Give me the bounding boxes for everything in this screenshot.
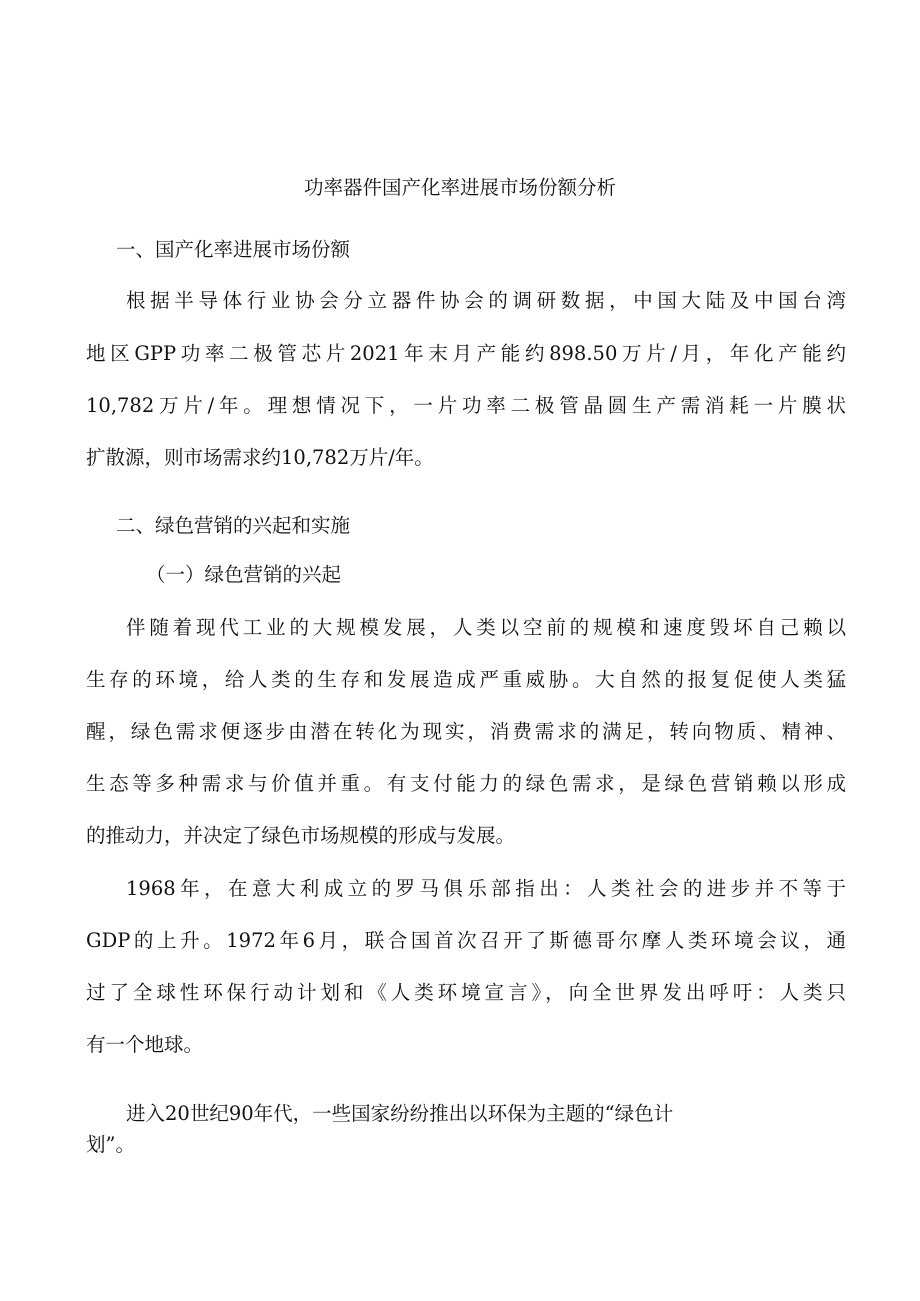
paragraph-line: 根据半导体行业协会分立器件协会的调研数据，中国大陆及中国台湾 [126, 289, 846, 312]
paragraph-line: 生存的环境，给人类的生存和发展造成严重威胁。大自然的报复促使人类猛 [86, 668, 846, 691]
paragraph-line: 地区GPP功率二极管芯片2021年末月产能约898.50万片/月，年化产能约 [86, 342, 846, 365]
paragraph-line: 扩散源，则市场需求约10,782万片/年。 [86, 446, 434, 469]
paragraph-line: 醒，绿色需求便逐步由潜在转化为现实，消费需求的满足，转向物质、精神、 [86, 720, 846, 743]
paragraph-line: 10,782万片/年。理想情况下，一片功率二极管晶圆生产需消耗一片膜状 [86, 394, 846, 417]
paragraph-line: 有一个地球。 [86, 1033, 204, 1056]
section-heading-1: 一、国产化率进展市场份额 [116, 238, 351, 261]
paragraph-line: 1968年，在意大利成立的罗马俱乐部指出：人类社会的进步并不等于 [126, 877, 846, 900]
paragraph-line: 划”。 [86, 1133, 135, 1156]
paragraph-line: 过了全球性环保行动计划和《人类环境宣言》，向全世界发出呼吁：人类只 [86, 981, 846, 1004]
subsection-heading: （一）绿色营销的兴起 [146, 563, 342, 586]
document-title: 功率器件国产化率进展市场份额分析 [303, 176, 616, 199]
paragraph-line: 进入20世纪90年代，一些国家纷纷推出以环保为主题的“绿色计 [126, 1102, 674, 1125]
paragraph-line: GDP的上升。1972年6月，联合国首次召开了斯德哥尔摩人类环境会议，通 [86, 929, 846, 952]
paragraph-line: 生态等多种需求与价值并重。有支付能力的绿色需求，是绿色营销赖以形成 [86, 772, 846, 795]
paragraph-line: 伴随着现代工业的大规模发展，人类以空前的规模和速度毁坏自己赖以 [126, 616, 846, 639]
paragraph-line: 的推动力，并决定了绿色市场规模的形成与发展。 [86, 824, 516, 847]
section-heading-2: 二、绿色营销的兴起和实施 [116, 514, 351, 537]
